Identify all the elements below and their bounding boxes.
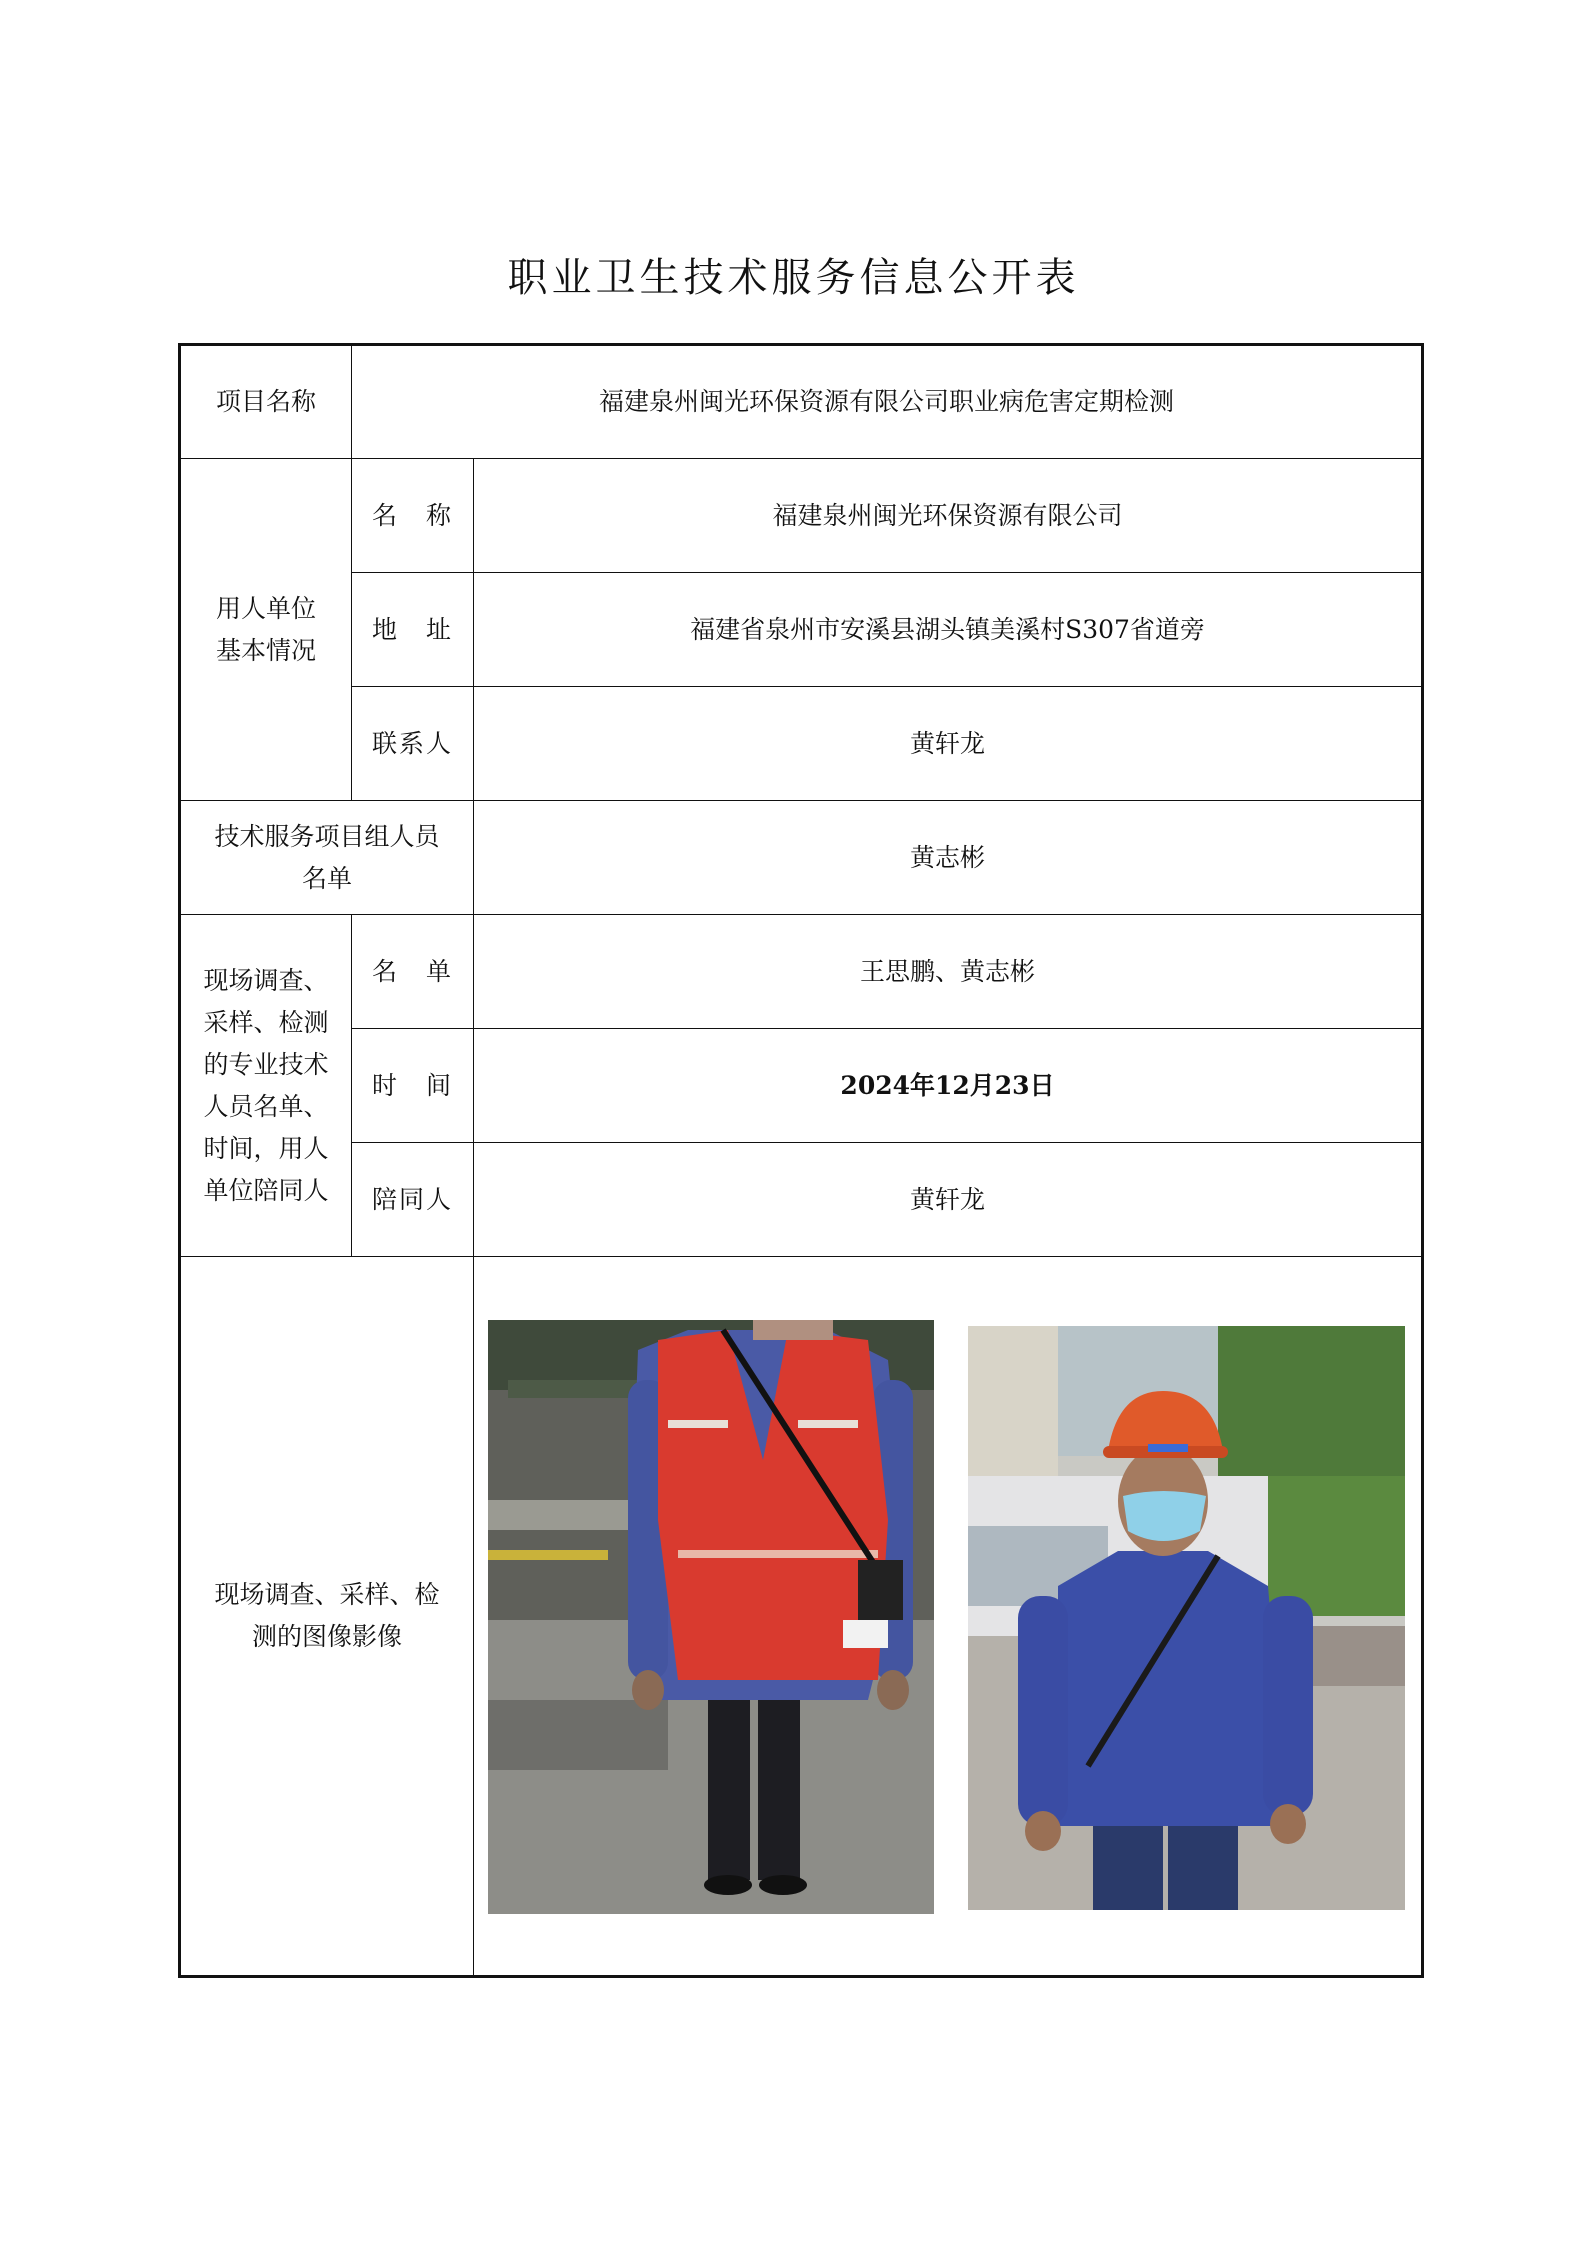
field-group-label-line6: 单位陪同人 xyxy=(203,1175,329,1205)
team-label-line1: 技术服务项目组人员 xyxy=(214,821,440,851)
team-value: 黄志彬 xyxy=(474,801,1423,915)
row-employer-contact xyxy=(180,687,1423,801)
worker-orange-helmet-photo xyxy=(968,1326,1405,1910)
images-label-line1: 现场调查、采样、检 xyxy=(214,1580,440,1609)
team-label xyxy=(180,801,474,915)
info-table xyxy=(178,343,1424,1978)
images-cell xyxy=(474,1257,1423,1977)
project-name-value: 福建泉州闽光环保资源有限公司职业病危害定期检测 xyxy=(352,345,1423,459)
employer-group-label-line2: 基本情况 xyxy=(215,635,316,665)
field-time-label: 时 间 xyxy=(352,1029,474,1143)
field-group-label-line4: 人员名单、 xyxy=(203,1091,329,1121)
worker-red-vest-image xyxy=(488,1320,934,1914)
images-label-line2: 测的图像影像 xyxy=(251,1622,402,1651)
row-field-escort xyxy=(180,1143,1423,1257)
row-images xyxy=(180,1257,1423,1977)
employer-name-value: 福建泉州闽光环保资源有限公司 xyxy=(474,459,1423,573)
row-employer-address xyxy=(180,573,1423,687)
worker-red-vest-photo xyxy=(488,1320,934,1914)
employer-address-value: 福建省泉州市安溪县湖头镇美溪村S307省道旁 xyxy=(474,573,1423,687)
field-group-label-line3: 的专业技术 xyxy=(203,1049,329,1079)
employer-contact-label: 联系人 xyxy=(352,687,474,801)
row-employer-name xyxy=(180,459,1423,573)
field-time-value: 2024年12月23日 xyxy=(474,1029,1423,1143)
row-field-time xyxy=(180,1029,1423,1143)
row-project-name xyxy=(180,345,1423,459)
page-title: 职业卫生技术服务信息公开表 xyxy=(507,255,1080,301)
employer-group-label-line1: 用人单位 xyxy=(215,593,316,623)
field-group-label-line2: 采样、检测 xyxy=(203,1007,329,1037)
field-list-value: 王思鹏、黄志彬 xyxy=(474,915,1423,1029)
employer-group-label xyxy=(180,459,352,801)
field-list-label: 名 单 xyxy=(352,915,474,1029)
images-label xyxy=(180,1257,474,1977)
team-label-line2: 名单 xyxy=(301,863,352,893)
employer-address-label: 地 址 xyxy=(352,573,474,687)
field-group-label-line5: 时间，用人 xyxy=(203,1133,329,1163)
project-name-label: 项目名称 xyxy=(180,345,352,459)
row-team xyxy=(180,801,1423,915)
employer-contact-value: 黄轩龙 xyxy=(474,687,1423,801)
employer-name-label: 名 称 xyxy=(352,459,474,573)
worker-orange-helmet-image xyxy=(968,1326,1405,1910)
field-escort-label: 陪同人 xyxy=(352,1143,474,1257)
field-group-label-line1: 现场调查、 xyxy=(203,965,329,995)
row-field-list xyxy=(180,915,1423,1029)
field-group-label xyxy=(180,915,352,1257)
field-escort-value: 黄轩龙 xyxy=(474,1143,1423,1257)
